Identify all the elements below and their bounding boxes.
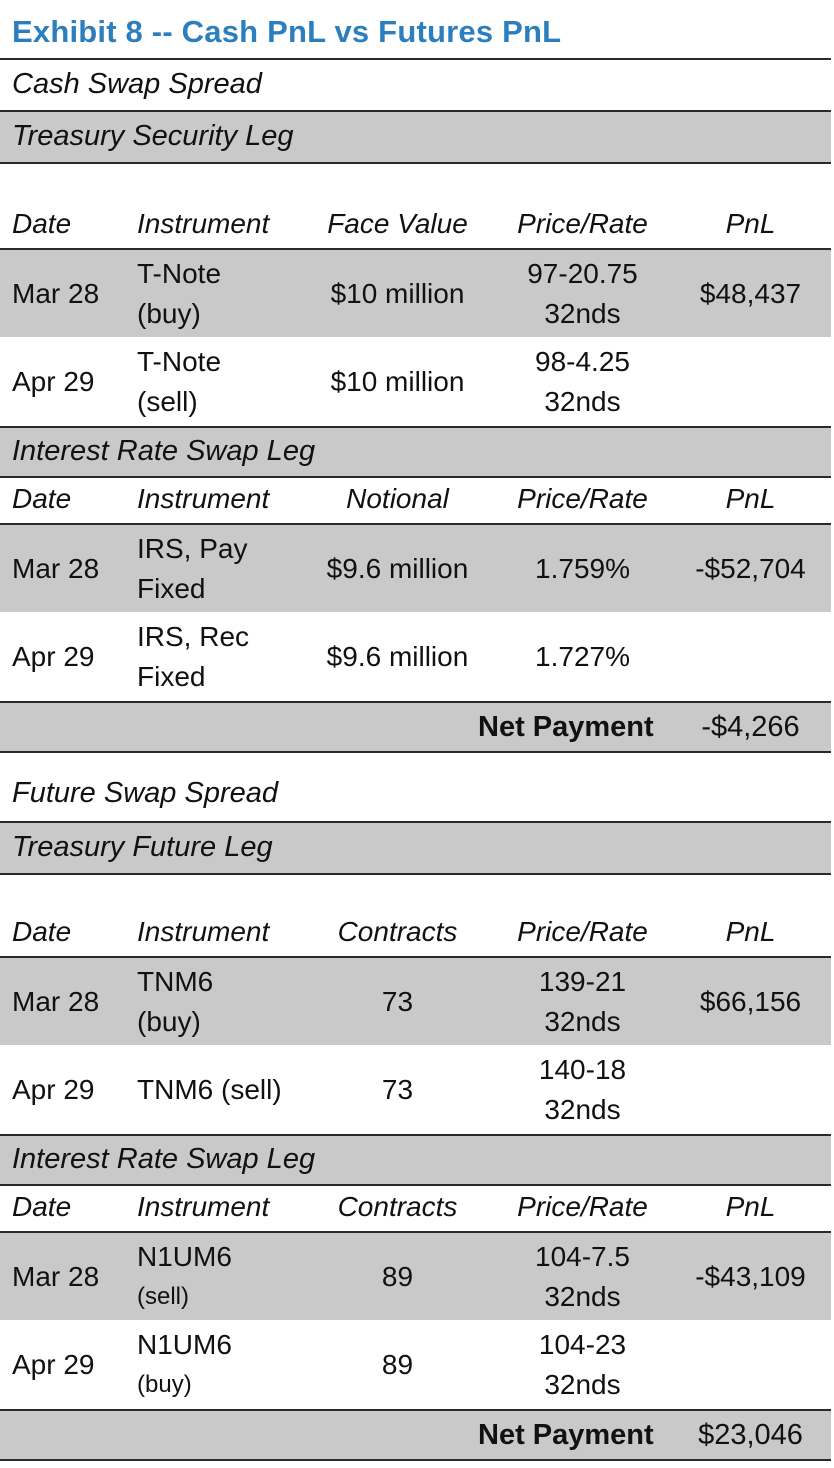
price-line-2: 32nds xyxy=(544,1280,621,1312)
leg-title: Treasury Security Leg xyxy=(12,120,294,152)
leg-title: Interest Rate Swap Leg xyxy=(12,435,316,467)
row-pnl xyxy=(670,1045,831,1134)
row-price-rate xyxy=(490,337,675,426)
net-payment-value: $23,046 xyxy=(698,1418,803,1451)
table-row xyxy=(0,956,831,1045)
leg-interest-rate-swap xyxy=(0,426,831,476)
row-date: Mar 28 xyxy=(12,552,100,584)
header-instrument: Instrument xyxy=(137,916,270,947)
leg-title: Treasury Future Leg xyxy=(12,831,273,863)
row-date: Mar 28 xyxy=(12,1260,100,1292)
row-price-rate xyxy=(490,958,675,1045)
row-price-rate: 1.759% xyxy=(535,552,630,584)
row-price-rate xyxy=(490,1045,675,1134)
price-line-2: 32nds xyxy=(544,297,621,329)
price-line-1: 104-23 xyxy=(538,1328,627,1360)
header-pnl: PnL xyxy=(725,483,776,514)
section-title: Future Swap Spread xyxy=(12,777,278,809)
price-line-2: 32nds xyxy=(544,1368,621,1400)
table-row xyxy=(0,1320,831,1409)
row-contracts: 73 xyxy=(381,1073,414,1105)
table-row xyxy=(0,248,831,337)
price-line-2: 32nds xyxy=(544,385,621,417)
net-payment-row xyxy=(0,1409,831,1461)
instrument-line-2: (sell) xyxy=(137,385,198,417)
header-instrument: Instrument xyxy=(137,1191,270,1222)
row-date: Apr 29 xyxy=(12,365,95,397)
header-contracts: Contracts xyxy=(337,916,458,947)
row-instrument xyxy=(137,250,317,337)
row-instrument xyxy=(137,958,317,1045)
row-date: Apr 29 xyxy=(12,1348,95,1380)
net-payment-row xyxy=(0,701,831,753)
instrument-line-2: (sell) xyxy=(137,1282,189,1310)
row-instrument xyxy=(137,1233,317,1320)
header-date: Date xyxy=(12,483,72,514)
instrument-line-2: (buy) xyxy=(137,297,201,329)
instrument-line-1: IRS, Rec xyxy=(137,620,250,652)
row-instrument: TNM6 (sell) xyxy=(137,1073,282,1105)
header-date: Date xyxy=(12,208,72,239)
table-header xyxy=(0,476,831,523)
row-price-rate xyxy=(490,250,675,337)
instrument-line-1: TNM6 xyxy=(137,965,214,997)
instrument-line-2: (buy) xyxy=(137,1005,201,1037)
row-price-rate: 1.727% xyxy=(535,640,630,672)
row-price-rate xyxy=(490,1320,675,1409)
header-pnl: PnL xyxy=(725,1191,776,1222)
row-pnl: -$52,704 xyxy=(695,552,806,584)
table-row xyxy=(0,523,831,612)
section-cash-swap-spread xyxy=(0,58,831,110)
table-header xyxy=(0,1184,831,1231)
row-instrument xyxy=(137,337,317,426)
row-pnl xyxy=(670,337,831,426)
row-pnl: $48,437 xyxy=(699,277,802,309)
price-line-1: 98-4.25 xyxy=(535,345,630,377)
header-date: Date xyxy=(12,916,72,947)
table-header xyxy=(0,162,831,248)
header-contracts: Contracts xyxy=(337,1191,458,1222)
leg-title: Interest Rate Swap Leg xyxy=(12,1143,316,1175)
price-line-1: 97-20.75 xyxy=(527,257,638,289)
row-date: Apr 29 xyxy=(12,1073,95,1105)
net-payment-value: -$4,266 xyxy=(701,710,800,743)
table-row xyxy=(0,1231,831,1320)
header-price-rate: Price/Rate xyxy=(517,208,648,239)
row-instrument xyxy=(137,1320,317,1409)
header-instrument: Instrument xyxy=(137,208,270,239)
price-line-1: 104-7.5 xyxy=(535,1240,630,1272)
header-date: Date xyxy=(12,1191,72,1222)
table-row xyxy=(0,1045,831,1134)
row-pnl: $66,156 xyxy=(699,985,802,1017)
row-pnl xyxy=(670,1320,831,1409)
instrument-line-1: T-Note xyxy=(137,345,222,377)
row-contracts: 89 xyxy=(381,1348,414,1380)
row-face-value: $10 million xyxy=(330,365,465,397)
section-future-swap-spread xyxy=(0,753,831,821)
row-contracts: 89 xyxy=(381,1260,414,1292)
header-price-rate: Price/Rate xyxy=(517,916,648,947)
row-notional: $9.6 million xyxy=(326,552,469,584)
row-price-rate xyxy=(490,1233,675,1320)
row-notional: $9.6 million xyxy=(326,640,469,672)
header-price-rate: Price/Rate xyxy=(517,1191,648,1222)
header-instrument: Instrument xyxy=(137,483,270,514)
table-row xyxy=(0,612,831,701)
instrument-line-2: Fixed xyxy=(137,660,206,692)
leg-treasury-future xyxy=(0,821,831,873)
price-line-1: 139-21 xyxy=(538,965,627,997)
row-instrument xyxy=(137,612,317,701)
header-price-rate: Price/Rate xyxy=(517,483,648,514)
table-row xyxy=(0,337,831,426)
table-header xyxy=(0,873,831,956)
row-pnl xyxy=(670,612,831,701)
instrument-line-1: T-Note xyxy=(137,257,222,289)
instrument-line-2: (buy) xyxy=(137,1370,192,1398)
net-payment-label: Net Payment xyxy=(478,1418,654,1451)
instrument-line-1: IRS, Pay xyxy=(137,532,248,564)
header-pnl: PnL xyxy=(725,208,776,239)
price-line-2: 32nds xyxy=(544,1005,621,1037)
price-line-1: 140-18 xyxy=(538,1053,627,1085)
header-pnl: PnL xyxy=(725,916,776,947)
section-title: Cash Swap Spread xyxy=(12,68,262,100)
pnl-table xyxy=(0,58,831,1461)
row-contracts: 73 xyxy=(381,985,414,1017)
instrument-line-2: Fixed xyxy=(137,572,206,604)
row-face-value: $10 million xyxy=(330,277,465,309)
leg-interest-rate-swap xyxy=(0,1134,831,1184)
exhibit-title: Exhibit 8 -- Cash PnL vs Futures PnL xyxy=(12,14,562,49)
instrument-line-1: N1UM6 xyxy=(137,1240,232,1272)
net-payment-label: Net Payment xyxy=(478,710,654,743)
row-date: Apr 29 xyxy=(12,640,95,672)
header-face-value: Face Value xyxy=(327,208,468,239)
leg-treasury-security xyxy=(0,110,831,162)
price-line-2: 32nds xyxy=(544,1093,621,1125)
row-date: Mar 28 xyxy=(12,277,100,309)
instrument-line-1: N1UM6 xyxy=(137,1328,232,1360)
row-instrument xyxy=(137,525,317,612)
header-notional: Notional xyxy=(346,483,449,514)
row-pnl: -$43,109 xyxy=(695,1260,806,1292)
row-date: Mar 28 xyxy=(12,985,100,1017)
